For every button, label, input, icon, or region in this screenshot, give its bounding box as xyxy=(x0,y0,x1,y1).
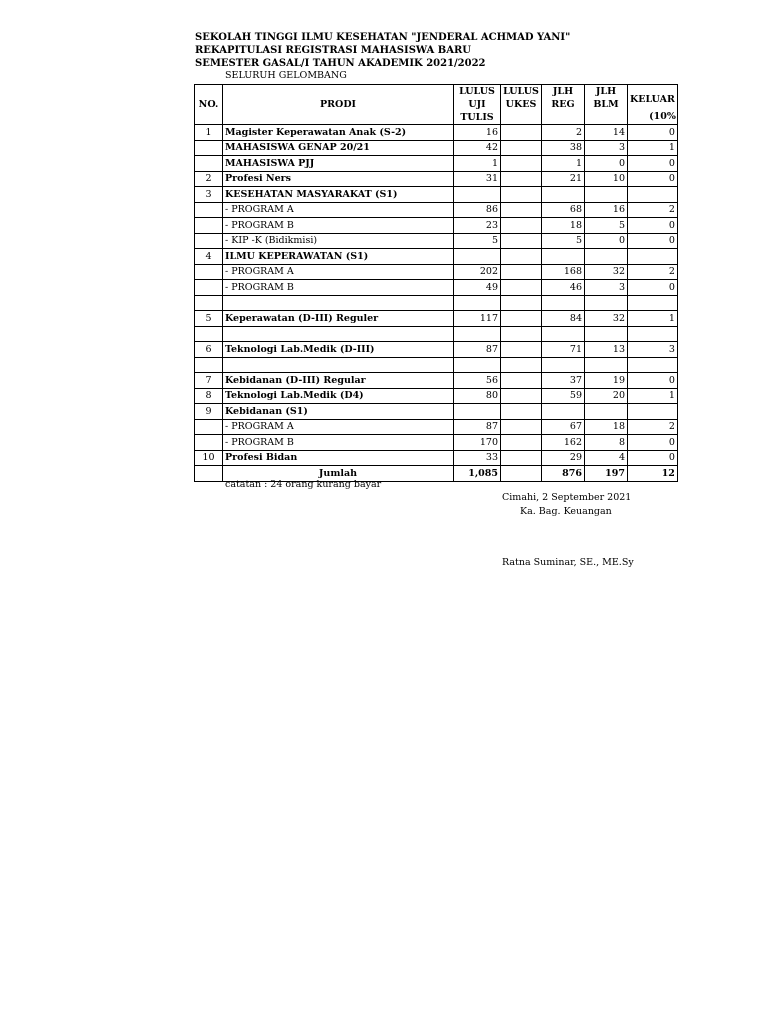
row-lulus-ukes-cell xyxy=(501,140,542,156)
row-jlh-blm-cell: 8 xyxy=(585,435,628,451)
col-jlh-reg-line2: REG xyxy=(551,99,575,110)
row-jlh-reg-cell: 162 xyxy=(542,435,585,451)
row-prodi-cell: Magister Keperawatan Anak (S-2) xyxy=(223,125,454,141)
place-date: Cimahi, 2 September 2021 xyxy=(502,492,632,503)
table-row xyxy=(195,280,678,296)
row-lulus-uji-cell xyxy=(454,404,501,420)
row-keluar-cell xyxy=(628,187,678,203)
row-lulus-uji-cell: 87 xyxy=(454,419,501,435)
row-jlh-blm-cell xyxy=(585,295,628,311)
row-lulus-uji-cell xyxy=(454,249,501,265)
row-prodi-cell: - PROGRAM B xyxy=(223,435,454,451)
row-lulus-ukes-cell xyxy=(501,435,542,451)
table-row xyxy=(195,311,678,327)
row-jlh-reg-cell xyxy=(542,295,585,311)
row-prodi-cell: ILMU KEPERAWATAN (S1) xyxy=(223,249,454,265)
row-lulus-ukes-cell xyxy=(501,249,542,265)
row-keluar-cell: 1 xyxy=(628,388,678,404)
row-jlh-blm-cell: 16 xyxy=(585,202,628,218)
row-keluar-cell: 0 xyxy=(628,280,678,296)
row-prodi-cell xyxy=(223,295,454,311)
row-lulus-ukes-cell xyxy=(501,419,542,435)
col-lulus-ukes-line1: LULUS xyxy=(503,86,539,97)
row-keluar-cell xyxy=(628,249,678,265)
row-jlh-blm-cell: 5 xyxy=(585,218,628,234)
row-no-cell: 4 xyxy=(195,249,223,265)
row-keluar-cell: 0 xyxy=(628,125,678,141)
row-lulus-ukes-cell xyxy=(501,218,542,234)
table-row xyxy=(195,342,678,358)
row-lulus-uji-cell xyxy=(454,326,501,342)
registration-table xyxy=(194,84,678,482)
row-lulus-uji-cell: 16 xyxy=(454,125,501,141)
col-lulus-uji-line1: LULUS xyxy=(459,86,495,97)
row-lulus-uji-cell: 5 xyxy=(454,233,501,249)
row-keluar-cell: 2 xyxy=(628,264,678,280)
header-semester: SEMESTER GASAL/I TAHUN AKADEMIK 2021/2022 xyxy=(195,58,486,69)
row-no-cell xyxy=(195,202,223,218)
footnote: catatan : 24 orang kurang bayar xyxy=(225,479,382,490)
row-lulus-uji-cell: 23 xyxy=(454,218,501,234)
table-row xyxy=(195,233,678,249)
row-keluar-cell: 0 xyxy=(628,156,678,172)
row-no-cell: 6 xyxy=(195,342,223,358)
header-report-title: REKAPITULASI REGISTRASI MAHASISWA BARU xyxy=(195,45,472,56)
row-prodi-cell: Profesi Bidan xyxy=(223,450,454,466)
row-no-cell xyxy=(195,264,223,280)
row-no-cell: 2 xyxy=(195,171,223,187)
row-keluar-cell: 0 xyxy=(628,218,678,234)
row-keluar-cell xyxy=(628,295,678,311)
row-lulus-ukes-cell xyxy=(501,264,542,280)
row-prodi-cell xyxy=(223,357,454,373)
header-subtitle: SELURUH GELOMBANG xyxy=(225,70,347,81)
col-lulus-ukes xyxy=(501,85,542,125)
row-jlh-reg-cell: 37 xyxy=(542,373,585,389)
row-prodi-cell: Profesi Ners xyxy=(223,171,454,187)
row-keluar-cell: 0 xyxy=(628,373,678,389)
row-prodi-cell: Keperawatan (D-III) Reguler xyxy=(223,311,454,327)
row-keluar-cell xyxy=(628,357,678,373)
table-row xyxy=(195,388,678,404)
row-jlh-blm-cell xyxy=(585,187,628,203)
row-jlh-reg-cell: 18 xyxy=(542,218,585,234)
row-prodi-cell: - PROGRAM A xyxy=(223,419,454,435)
table-body xyxy=(195,125,678,466)
row-jlh-blm-cell: 4 xyxy=(585,450,628,466)
row-keluar-cell: 0 xyxy=(628,450,678,466)
row-jlh-reg-cell: 2 xyxy=(542,125,585,141)
table-row xyxy=(195,373,678,389)
row-keluar-cell: 1 xyxy=(628,311,678,327)
col-prodi: PRODI xyxy=(223,85,454,125)
row-lulus-ukes-cell xyxy=(501,404,542,420)
row-jlh-blm-cell: 18 xyxy=(585,419,628,435)
row-lulus-uji-cell: 87 xyxy=(454,342,501,358)
table-row xyxy=(195,187,678,203)
row-jlh-blm-cell: 14 xyxy=(585,125,628,141)
row-jlh-reg-cell: 21 xyxy=(542,171,585,187)
row-lulus-ukes-cell xyxy=(501,125,542,141)
row-lulus-uji-cell: 80 xyxy=(454,388,501,404)
row-jlh-reg-cell xyxy=(542,326,585,342)
row-jlh-blm-cell: 0 xyxy=(585,233,628,249)
row-keluar-cell: 1 xyxy=(628,140,678,156)
row-no-cell xyxy=(195,435,223,451)
row-no-cell: 8 xyxy=(195,388,223,404)
row-jlh-reg-cell xyxy=(542,357,585,373)
col-jlh-blm-line1: JLH xyxy=(595,86,617,97)
row-jlh-blm-cell: 20 xyxy=(585,388,628,404)
row-lulus-ukes-cell xyxy=(501,373,542,389)
total-reg: 876 xyxy=(542,466,585,482)
total-uji: 1,085 xyxy=(454,466,501,482)
table-row xyxy=(195,249,678,265)
row-lulus-ukes-cell xyxy=(501,357,542,373)
row-no-cell: 3 xyxy=(195,187,223,203)
total-label: Jumlah xyxy=(223,466,454,482)
row-lulus-uji-cell: 117 xyxy=(454,311,501,327)
row-no-cell: 9 xyxy=(195,404,223,420)
col-lulus-ukes-line2: UKES xyxy=(505,99,537,110)
row-prodi-cell: - PROGRAM A xyxy=(223,202,454,218)
row-keluar-cell: 0 xyxy=(628,435,678,451)
row-lulus-ukes-cell xyxy=(501,342,542,358)
row-prodi-cell xyxy=(223,326,454,342)
table-row xyxy=(195,218,678,234)
row-jlh-reg-cell: 68 xyxy=(542,202,585,218)
row-jlh-blm-cell xyxy=(585,249,628,265)
row-keluar-cell: 0 xyxy=(628,233,678,249)
row-jlh-reg-cell xyxy=(542,187,585,203)
row-lulus-ukes-cell xyxy=(501,280,542,296)
row-lulus-uji-cell: 42 xyxy=(454,140,501,156)
row-jlh-blm-cell xyxy=(585,357,628,373)
row-lulus-ukes-cell xyxy=(501,171,542,187)
table-row xyxy=(195,125,678,141)
table-row xyxy=(195,171,678,187)
row-jlh-blm-cell xyxy=(585,326,628,342)
row-lulus-uji-cell: 86 xyxy=(454,202,501,218)
row-lulus-ukes-cell xyxy=(501,233,542,249)
row-lulus-uji-cell: 33 xyxy=(454,450,501,466)
row-keluar-cell: 3 xyxy=(628,342,678,358)
table-row xyxy=(195,419,678,435)
row-no-cell: 5 xyxy=(195,311,223,327)
col-jlh-blm xyxy=(585,85,628,125)
row-lulus-ukes-cell xyxy=(501,202,542,218)
col-jlh-reg-line1: JLH xyxy=(552,86,574,97)
row-jlh-blm-cell: 32 xyxy=(585,264,628,280)
col-no: NO. xyxy=(195,85,223,125)
row-no-cell xyxy=(195,280,223,296)
row-jlh-reg-cell: 67 xyxy=(542,419,585,435)
row-jlh-blm-cell: 3 xyxy=(585,140,628,156)
row-lulus-ukes-cell xyxy=(501,311,542,327)
row-keluar-cell: 2 xyxy=(628,419,678,435)
row-prodi-cell: Kebidanan (S1) xyxy=(223,404,454,420)
row-no-cell xyxy=(195,233,223,249)
total-blm: 197 xyxy=(585,466,628,482)
row-jlh-reg-cell: 168 xyxy=(542,264,585,280)
row-lulus-uji-cell xyxy=(454,187,501,203)
row-lulus-ukes-cell xyxy=(501,450,542,466)
row-keluar-cell xyxy=(628,326,678,342)
row-lulus-uji-cell: 1 xyxy=(454,156,501,172)
row-no-cell xyxy=(195,357,223,373)
row-jlh-blm-cell: 0 xyxy=(585,156,628,172)
row-jlh-blm-cell: 13 xyxy=(585,342,628,358)
row-prodi-cell: KESEHATAN MASYARAKAT (S1) xyxy=(223,187,454,203)
row-jlh-reg-cell xyxy=(542,249,585,265)
row-jlh-blm-cell: 10 xyxy=(585,171,628,187)
table-row xyxy=(195,450,678,466)
col-keluar xyxy=(628,85,678,125)
row-lulus-uji-cell: 31 xyxy=(454,171,501,187)
document-header xyxy=(195,31,570,70)
row-no-cell xyxy=(195,419,223,435)
total-ukes xyxy=(501,466,542,482)
table-row xyxy=(195,357,678,373)
row-lulus-ukes-cell xyxy=(501,388,542,404)
table-row xyxy=(195,202,678,218)
row-no-cell: 1 xyxy=(195,125,223,141)
table-row xyxy=(195,295,678,311)
table-row xyxy=(195,156,678,172)
row-jlh-reg-cell: 1 xyxy=(542,156,585,172)
row-prodi-cell: MAHASISWA GENAP 20/21 xyxy=(223,140,454,156)
row-lulus-ukes-cell xyxy=(501,187,542,203)
row-no-cell xyxy=(195,295,223,311)
signatory-name: Ratna Suminar, SE., ME.Sy xyxy=(502,557,634,568)
total-keluar: 12 xyxy=(628,466,678,482)
row-jlh-reg-cell xyxy=(542,404,585,420)
row-prodi-cell: - PROGRAM B xyxy=(223,280,454,296)
row-prodi-cell: Teknologi Lab.Medik (D4) xyxy=(223,388,454,404)
row-jlh-blm-cell: 19 xyxy=(585,373,628,389)
row-jlh-blm-cell: 3 xyxy=(585,280,628,296)
row-no-cell: 7 xyxy=(195,373,223,389)
table-row xyxy=(195,435,678,451)
row-prodi-cell: Teknologi Lab.Medik (D-III) xyxy=(223,342,454,358)
table-row xyxy=(195,326,678,342)
col-jlh-reg xyxy=(542,85,585,125)
table-row xyxy=(195,404,678,420)
col-lulus-uji-tulis xyxy=(454,85,501,125)
row-jlh-reg-cell: 38 xyxy=(542,140,585,156)
row-no-cell xyxy=(195,326,223,342)
row-lulus-uji-cell: 49 xyxy=(454,280,501,296)
row-lulus-ukes-cell xyxy=(501,295,542,311)
row-lulus-uji-cell: 170 xyxy=(454,435,501,451)
row-no-cell xyxy=(195,156,223,172)
row-keluar-cell: 2 xyxy=(628,202,678,218)
total-no-cell xyxy=(195,466,223,482)
row-prodi-cell: - KIP -K (Bidikmisi) xyxy=(223,233,454,249)
row-lulus-ukes-cell xyxy=(501,156,542,172)
row-prodi-cell: Kebidanan (D-III) Regular xyxy=(223,373,454,389)
col-jlh-blm-line2: BLM xyxy=(593,99,619,110)
signatory-role: Ka. Bag. Keuangan xyxy=(520,506,612,517)
row-lulus-ukes-cell xyxy=(501,326,542,342)
row-jlh-reg-cell: 46 xyxy=(542,280,585,296)
row-prodi-cell: - PROGRAM A xyxy=(223,264,454,280)
row-jlh-reg-cell: 84 xyxy=(542,311,585,327)
row-jlh-blm-cell xyxy=(585,404,628,420)
col-keluar-label: KELUAR xyxy=(630,94,675,105)
row-jlh-blm-cell: 32 xyxy=(585,311,628,327)
table-header-row xyxy=(195,85,678,125)
row-prodi-cell: - PROGRAM B xyxy=(223,218,454,234)
row-keluar-cell: 0 xyxy=(628,171,678,187)
row-lulus-uji-cell: 56 xyxy=(454,373,501,389)
header-institution: SEKOLAH TINGGI ILMU KESEHATAN "JENDERAL ACHMAD YANI" xyxy=(195,32,571,43)
row-no-cell: 10 xyxy=(195,450,223,466)
row-no-cell xyxy=(195,140,223,156)
col-lulus-uji-line2: UJI xyxy=(468,99,486,110)
row-jlh-reg-cell: 59 xyxy=(542,388,585,404)
col-keluar-pct: (10% xyxy=(649,111,676,122)
row-lulus-uji-cell: 202 xyxy=(454,264,501,280)
table-row xyxy=(195,264,678,280)
row-keluar-cell xyxy=(628,404,678,420)
row-jlh-reg-cell: 5 xyxy=(542,233,585,249)
row-no-cell xyxy=(195,218,223,234)
row-lulus-uji-cell xyxy=(454,357,501,373)
table-row xyxy=(195,140,678,156)
row-lulus-uji-cell xyxy=(454,295,501,311)
row-jlh-reg-cell: 29 xyxy=(542,450,585,466)
row-jlh-reg-cell: 71 xyxy=(542,342,585,358)
row-prodi-cell: MAHASISWA PJJ xyxy=(223,156,454,172)
col-lulus-uji-line3: TULIS xyxy=(460,112,494,123)
